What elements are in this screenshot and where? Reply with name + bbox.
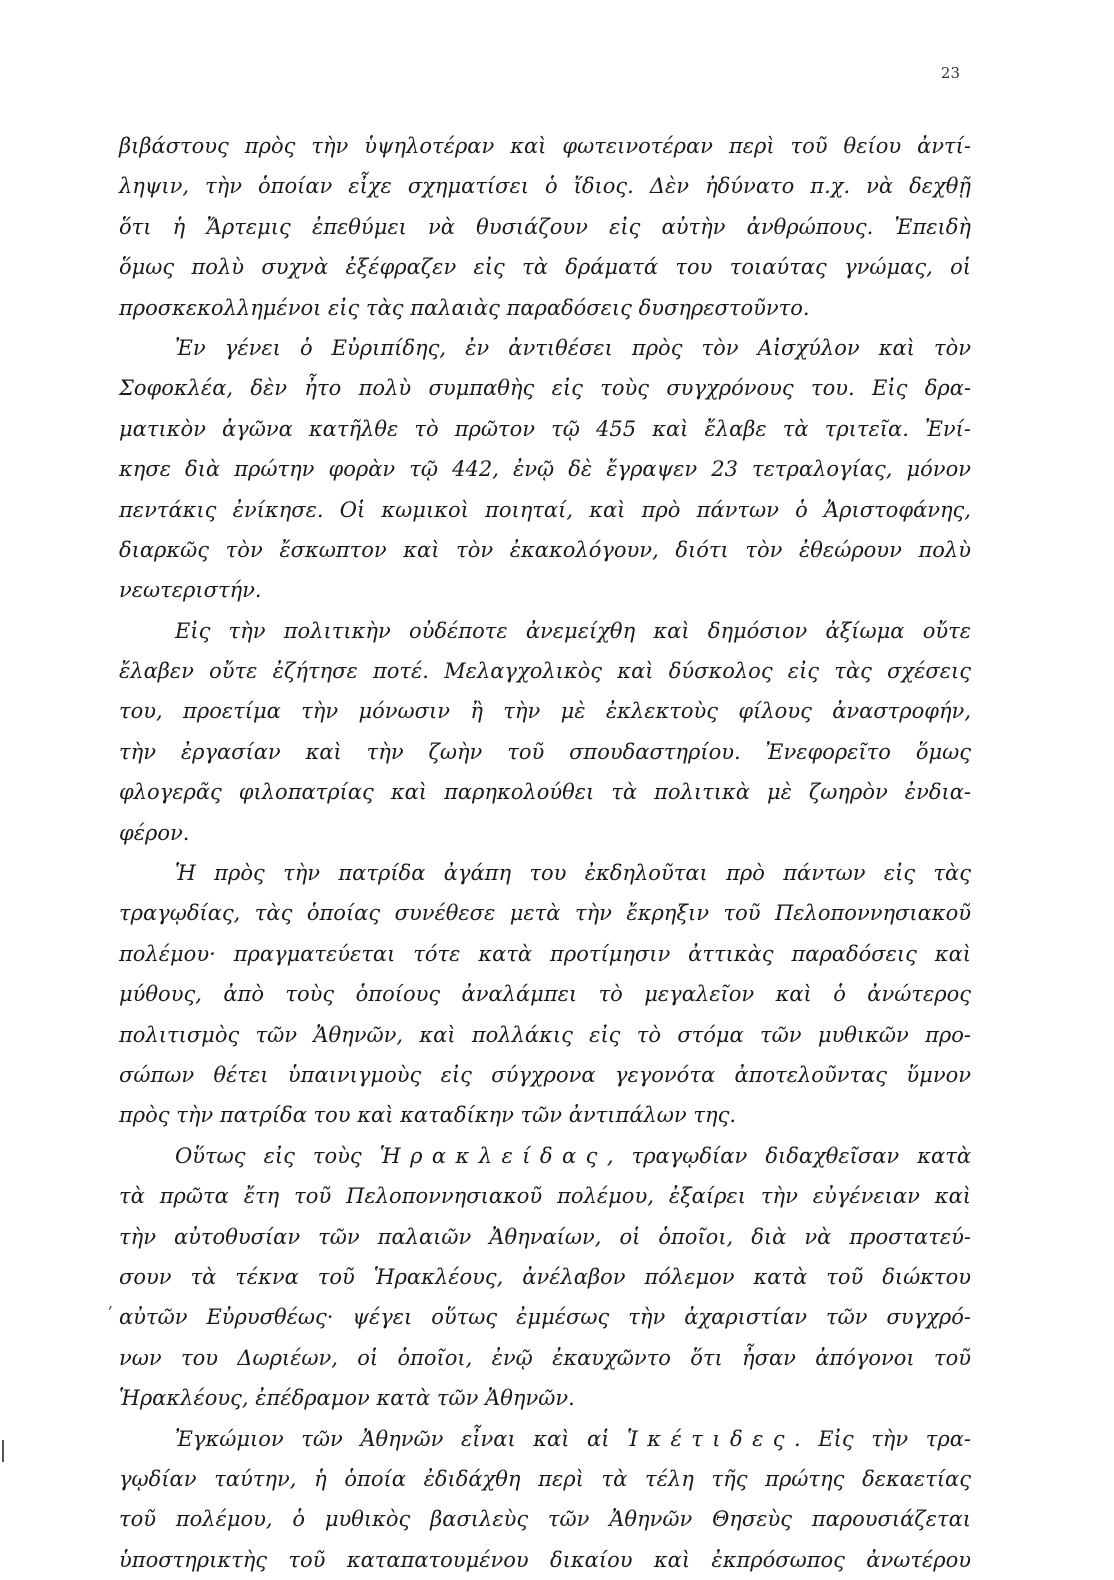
text-fragment: Ἐγκώμιον τῶν Ἀθηνῶν εἶναι καὶ αἱ <box>175 1426 610 1451</box>
stray-ink-mark: , <box>108 1293 114 1312</box>
text-line: Ἡρακλέους, ἐπέδραμον κατὰ τῶν Ἀθηνῶν. <box>119 1386 575 1411</box>
text-line: αὐτῶν Εὐρυσθέως· ψέγει οὕτως ἐμμέσως τὴν ἀχαριστίαν τῶν συγχρό- <box>119 1305 971 1330</box>
text-line: τὴν αὐτοθυσίαν τῶν παλαιῶν Ἀθηναίων, οἱ ὁποῖοι, διὰ νὰ προστατεύ- <box>119 1224 971 1249</box>
text-line: ματικὸν ἀγῶνα κατῆλθε τὸ πρῶτον τῷ 455 καὶ ἔλαβε τὰ τριτεῖα. Ἐνί- <box>119 416 971 441</box>
text-fragment: Οὕτως εἰς τοὺς <box>175 1143 362 1168</box>
text-fragment: , τραγῳδίαν διδαχθεῖσαν κατὰ <box>606 1143 972 1168</box>
text-line: προσκεκολλημένοι εἰς τὰς παλαιὰς παραδόσεις δυσηρεστοῦντο. <box>119 295 810 320</box>
text-line <box>119 1419 971 1459</box>
text-line: βιβάστους πρὸς τὴν ὑψηλοτέραν καὶ φωτεινοτέραν περὶ τοῦ θείου ἀντί- <box>119 134 971 158</box>
text-line <box>119 1136 971 1176</box>
play-title-suppliants: Ἱκέτιδες <box>627 1426 794 1451</box>
text-line: πολιτισμὸς τῶν Ἀθηνῶν, καὶ πολλάκις εἰς τὸ στόμα τῶν μυθικῶν προ- <box>119 1022 971 1047</box>
text-line: πρὸς τὴν πατρίδα του καὶ καταδίκην τῶν ἀντιπάλων της. <box>119 1103 737 1128</box>
text-line: Σοφοκλέα, δὲν ἦτο πολὺ συμπαθὴς εἰς τοὺς συγχρόνους του. Εἰς δρα- <box>119 376 971 401</box>
body-text <box>119 126 971 1580</box>
text-line: Ἐν γένει ὁ Εὐριπίδης, ἐν ἀντιθέσει πρὸς τὸν Αἰσχύλον καὶ τὸν <box>175 335 971 360</box>
text-line: Εἰς τὴν πολιτικὴν οὐδέποτε ἀνεμείχθη καὶ δημόσιον ἀξίωμα οὔτε <box>175 618 971 643</box>
text-line: νων του Δωριέων, οἱ ὁποῖοι, ἐνῷ ἐκαυχῶντο ὅτι ἦσαν ἀπόγονοι τοῦ <box>119 1345 971 1370</box>
text-line: διαρκῶς τὸν ἔσκωπτον καὶ τὸν ἐκακολόγουν, διότι τὸν ἐθεώρουν πολὺ <box>119 537 971 562</box>
text-line: φλογερᾶς φιλοπατρίας καὶ παρηκολούθει τὰ πολιτικὰ μὲ ζωηρὸν ἐνδια- <box>119 780 971 805</box>
text-line: φέρον. <box>119 820 190 845</box>
text-line: γῳδίαν ταύτην, ἡ ὁποία ἐδιδάχθη περὶ τὰ τέλη τῆς πρώτης δεκαετίας <box>119 1466 971 1491</box>
text-fragment: . Εἰς τὴν τρα- <box>794 1426 971 1451</box>
text-line: Ἡ πρὸς τὴν πατρίδα ἀγάπη του ἐκδηλοῦται πρὸ πάντων εἰς τὰς <box>175 861 971 886</box>
text-line: τραγῳδίας, τὰς ὁποίας συνέθεσε μετὰ τὴν ἔκρηξιν τοῦ Πελοποννησιακοῦ <box>119 901 971 926</box>
text-line: του, προετίμα τὴν μόνωσιν ἢ τὴν μὲ ἐκλεκτοὺς φίλους ἀναστροφήν, <box>119 699 971 724</box>
text-line: ὑποστηρικτὴς τοῦ καταπατουμένου δικαίου καὶ ἐκπρόσωπος ἀνωτέρου <box>119 1547 971 1572</box>
text-line: νεωτεριστήν. <box>119 578 262 603</box>
text-line: τὴν ἐργασίαν καὶ τὴν ζωὴν τοῦ σπουδαστηρίου. Ἐνεφορεῖτο ὅμως <box>119 739 971 764</box>
text-line: κησε διὰ πρώτην φορὰν τῷ 442, ἐνῷ δὲ ἔγραψεν 23 τετραλογίας, μόνον <box>119 457 971 482</box>
text-line: ὅτι ἡ Ἄρτεμις ἐπεθύμει νὰ θυσιάζουν εἰς αὐτὴν ἀνθρώπους. Ἐπειδὴ <box>119 214 971 239</box>
text-line: ὅμως πολὺ συχνὰ ἐξέφραζεν εἰς τὰ δράματά του τοιαύτας γνώμας, οἱ <box>119 255 971 280</box>
text-line: σώπων θέτει ὑπαινιγμοὺς εἰς σύγχρονα γεγονότα ἀποτελοῦντας ὕμνον <box>119 1062 971 1087</box>
text-line: πεντάκις ἐνίκησε. Οἱ κωμικοὶ ποιηταί, καὶ πρὸ πάντων ὁ Ἀριστοφάνης, <box>119 497 971 522</box>
text-line: μύθους, ἀπὸ τοὺς ὁποίους ἀναλάμπει τὸ μεγαλεῖον καὶ ὁ ἀνώτερος <box>119 982 971 1007</box>
play-title-heraclidae: Ἡρακλείδας <box>379 1143 607 1168</box>
text-line: τοῦ πολέμου, ὁ μυθικὸς βασιλεὺς τῶν Ἀθηνῶν Θησεὺς παρουσιάζεται <box>119 1507 971 1532</box>
text-line: τὰ πρῶτα ἔτη τοῦ Πελοποννησιακοῦ πολέμου, ἐξαίρει τὴν εὐγένειαν καὶ <box>119 1184 971 1209</box>
text-line: πολέμου· πραγματεύεται τότε κατὰ προτίμησιν ἀττικὰς παραδόσεις καὶ <box>119 941 971 966</box>
margin-mark <box>2 1440 4 1462</box>
page-number: 23 <box>940 64 960 82</box>
text-line: ληψιν, τὴν ὁποίαν εἶχε σχηματίσει ὁ ἴδιος. Δὲν ἠδύνατο π.χ. νὰ δεχθῇ <box>119 174 971 199</box>
text-line: ἔλαβεν οὔτε ἐζήτησε ποτέ. Μελαγχολικὸς καὶ δύσκολος εἰς τὰς σχέσεις <box>119 659 971 684</box>
text-line: σουν τὰ τέκνα τοῦ Ἡρακλέους, ἀνέλαβον πόλεμον κατὰ τοῦ διώκτου <box>119 1264 971 1289</box>
